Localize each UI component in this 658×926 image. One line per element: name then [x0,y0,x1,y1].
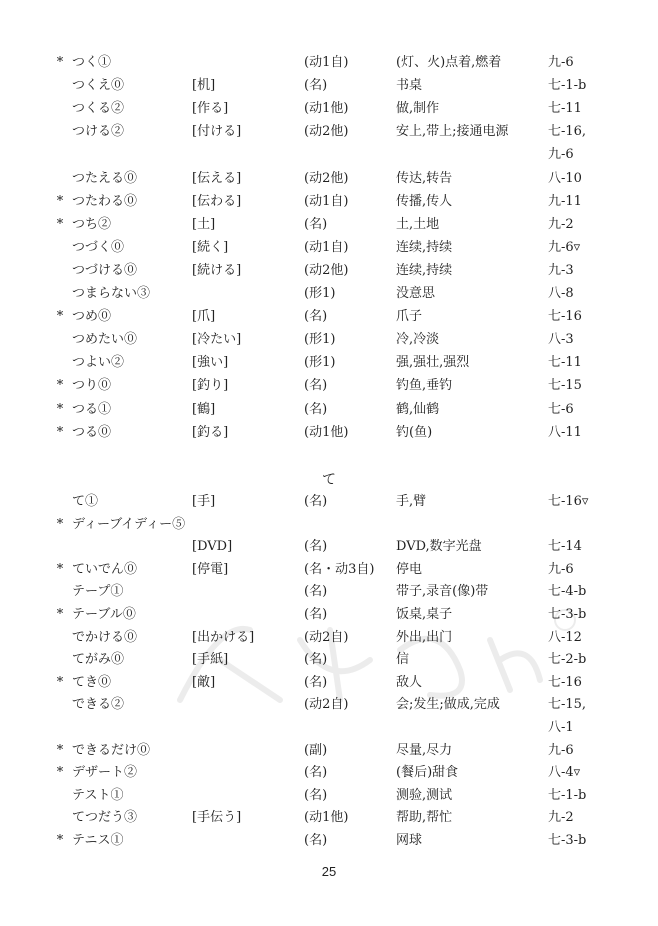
entry-part-of-speech: (动1他) [304,424,349,440]
entry-lesson-ref: 七-15, [548,697,587,713]
entry-part-of-speech: (动2自) [304,629,349,645]
entry-lesson-ref: 七-16, [548,124,587,140]
entry-kanji: [釣る] [192,424,229,440]
entry-kanji: [作る] [192,101,229,117]
entry-star-marker: * [56,833,64,848]
entry-lesson-ref: 九-6▿ [548,239,581,255]
entry-kanji: [停電] [192,561,229,577]
entry-star-marker: * [56,193,64,209]
entry-row [0,830,658,852]
entry-kanji: [机] [192,78,216,94]
entry-word: でかける⓪ [72,629,138,645]
entry-row [0,52,658,74]
entry-part-of-speech: (名) [304,652,328,668]
entry-word: できるだけ⓪ [72,742,151,758]
entry-word: テニス① [72,833,124,848]
entry-meaning: 传达,转告 [396,170,453,186]
entry-meaning: 停电 [396,561,423,577]
entry-part-of-speech: (动2他) [304,262,349,278]
entry-word: てがみ⓪ [72,652,125,668]
entry-meaning: 冷,冷淡 [396,332,440,348]
entry-row [0,191,658,213]
entry-row [0,98,658,120]
entry-part-of-speech: (名) [304,674,328,690]
entry-star-marker: * [56,561,64,577]
entry-lesson-ref: 七-16 [548,674,582,690]
entry-row [0,168,658,190]
entry-row [0,399,658,421]
entry-meaning: 饭桌,桌子 [396,607,453,622]
entry-part-of-speech: (名) [304,765,328,781]
entry-lesson-ref: 七-6 [548,401,574,417]
entry-word: つたえる⓪ [72,170,138,186]
entry-part-of-speech: (动1他) [304,810,349,826]
entry-part-of-speech: (名) [304,833,328,848]
entry-part-of-speech: (名) [304,584,328,600]
entry-row [0,75,658,97]
entry-word: つる① [72,401,112,417]
entry-word: つめたい⓪ [72,332,138,348]
entry-meaning: 手,臂 [396,494,427,509]
entry-part-of-speech: (动1他) [304,101,349,117]
entry-word: つくえ⓪ [72,78,125,94]
entry-lesson-ref: 八-12 [548,629,582,645]
entry-meaning: 钓(鱼) [396,424,433,440]
entry-star-marker: * [56,607,64,622]
entry-kanji: [手伝う] [192,810,242,826]
entry-meaning: 鹤,仙鹤 [396,401,440,417]
entry-star-marker: * [56,401,64,417]
entry-part-of-speech: (名) [304,787,328,803]
entry-lesson-ref: 九-6 [548,147,574,163]
entry-star-marker: * [56,216,64,232]
entry-row [0,422,658,444]
entry-lesson-ref: 七-11 [548,355,582,371]
entry-kanji: [DVD] [192,539,233,555]
entry-part-of-speech: (动2他) [304,170,349,186]
entry-meaning: (餐后)甜食 [396,765,459,781]
entry-part-of-speech: (动2他) [304,124,349,140]
entry-kanji: [付ける] [192,124,242,140]
entry-row [0,237,658,259]
entry-row [0,604,658,626]
entry-row [0,762,658,784]
entry-word: つよい② [72,355,125,371]
entry-meaning: 做,制作 [396,101,440,117]
entry-row [0,144,658,166]
entry-word: つたわる⓪ [72,193,138,209]
entry-lesson-ref: 七-14 [548,539,582,555]
entry-word: つまらない③ [72,286,151,301]
entry-lesson-ref: 九-2 [548,216,574,232]
entry-lesson-ref: 七-3-b [548,833,587,848]
entry-kanji: [続く] [192,239,229,255]
entry-meaning: 带子,录音(像)带 [396,584,489,600]
entry-row [0,740,658,762]
entry-word: つける② [72,124,125,140]
entry-lesson-ref: 七-16 [548,309,582,325]
entry-lesson-ref: 九-6 [548,742,574,758]
entry-word: テスト① [72,787,124,803]
entry-row [0,807,658,829]
page-number: 25 [321,864,337,879]
entry-meaning: 尽量,尽力 [396,742,453,758]
entry-row [0,329,658,351]
entry-kanji: [敵] [192,674,216,690]
entry-row [0,260,658,282]
entry-word: つづく⓪ [72,239,125,255]
entry-kanji: [手紙] [192,652,229,668]
entry-row [0,717,658,739]
entry-meaning: 钓鱼,垂钓 [396,378,453,394]
entry-kanji: [出かける] [192,629,255,645]
entry-meaning: 强,强壮,强烈 [396,355,470,371]
entry-part-of-speech: (名) [304,494,328,509]
entry-meaning: 安上,带上;接通电源 [396,124,509,140]
entry-part-of-speech: (名) [304,216,328,232]
entry-meaning: 没意思 [396,286,436,301]
entry-star-marker: * [56,55,64,70]
entry-lesson-ref: 七-16▿ [548,494,589,509]
entry-row [0,283,658,305]
entry-word: テーブル⓪ [72,607,136,622]
entry-part-of-speech: (名) [304,78,328,94]
entry-word: つづける⓪ [72,262,138,278]
entry-word: テープ① [72,584,124,600]
entry-row [0,694,658,716]
entry-lesson-ref: 八-11 [548,424,582,440]
entry-meaning: (灯、火)点着,燃着 [396,55,502,70]
entry-lesson-ref: 七-1-b [548,78,587,94]
entry-meaning: 测验,测试 [396,787,453,803]
entry-meaning: 帮助,帮忙 [396,810,453,826]
entry-part-of-speech: (名) [304,607,328,622]
entry-row [0,627,658,649]
entry-kanji: [爪] [192,309,216,325]
entry-kanji: [土] [192,216,216,232]
entry-word: てき⓪ [72,674,112,690]
entry-word: つり⓪ [72,378,112,394]
entry-lesson-ref: 九-3 [548,262,574,278]
entry-row [0,649,658,671]
entry-row [0,536,658,558]
entry-part-of-speech: (形1) [304,355,336,371]
entry-part-of-speech: (副) [304,742,328,758]
entry-part-of-speech: (名) [304,309,328,325]
entry-kanji: [強い] [192,355,229,371]
entry-star-marker: * [56,765,64,781]
entry-word: デザート② [72,765,138,781]
entry-part-of-speech: (形1) [304,332,336,348]
entry-part-of-speech: (动2自) [304,697,349,713]
entry-kanji: [冷たい] [192,332,242,348]
entry-star-marker: * [56,424,64,440]
entry-star-marker: * [56,742,64,758]
entry-meaning: 信 [396,652,410,668]
entry-meaning: 爪子 [396,309,423,325]
entry-lesson-ref: 八-4▿ [548,765,581,781]
entry-kanji: [伝わる] [192,193,242,209]
entry-row [0,491,658,513]
entry-part-of-speech: (名・动3自) [304,561,375,577]
entry-lesson-ref: 七-3-b [548,607,587,622]
entry-row [0,581,658,603]
entry-word: つち② [72,216,112,232]
entry-star-marker: * [56,378,64,394]
entry-word: できる② [72,697,125,713]
entry-row [0,352,658,374]
entry-meaning: 土,土地 [396,216,440,232]
entry-part-of-speech: (名) [304,378,328,394]
entry-lesson-ref: 八-1 [548,720,574,735]
entry-word: て① [72,494,99,509]
entry-part-of-speech: (动1自) [304,193,349,209]
entry-lesson-ref: 九-6 [548,561,574,577]
entry-lesson-ref: 八-3 [548,332,574,348]
entry-row [0,559,658,581]
entry-star-marker: * [56,516,64,532]
entry-star-marker: * [56,674,64,690]
entry-meaning: 连续,持续 [396,262,453,278]
entry-meaning: 传播,传人 [396,193,453,209]
entry-word: つる⓪ [72,424,112,440]
entry-part-of-speech: (名) [304,539,328,555]
entry-meaning: 网球 [396,833,423,848]
entry-lesson-ref: 七-2-b [548,652,587,668]
entry-row [0,672,658,694]
entry-row [0,306,658,328]
entry-part-of-speech: (动1自) [304,239,349,255]
entry-meaning: 连续,持续 [396,239,453,255]
entry-meaning: 会;发生;做成,完成 [396,697,500,713]
entry-lesson-ref: 七-4-b [548,584,587,600]
entry-kanji: [手] [192,494,216,509]
entry-lesson-ref: 七-15 [548,378,582,394]
entry-row [0,121,658,143]
entry-meaning: 外出,出门 [396,629,453,645]
entry-word: ていでん⓪ [72,561,138,577]
entry-lesson-ref: 八-8 [548,286,574,301]
entry-word: つめ⓪ [72,309,112,325]
entry-lesson-ref: 九-11 [548,193,582,209]
entry-part-of-speech: (形1) [304,286,336,301]
entry-row [0,785,658,807]
entry-part-of-speech: (动1自) [304,55,349,70]
entry-word: つく① [72,55,112,70]
section-heading: て [322,472,336,488]
entry-row [0,514,658,536]
entry-word: つくる② [72,101,125,117]
entry-kanji: [釣り] [192,378,229,394]
entry-star-marker: * [56,309,64,325]
entry-meaning: 敌人 [396,674,423,690]
entry-lesson-ref: 九-6 [548,55,574,70]
entry-kanji: [続ける] [192,262,242,278]
entry-lesson-ref: 七-1-b [548,787,587,803]
entry-row [0,375,658,397]
entry-meaning: DVD,数字光盘 [396,539,482,555]
entry-meaning: 书桌 [396,78,423,94]
entry-word: ディーブイディー⑤ [72,516,186,532]
entry-lesson-ref: 八-10 [548,170,582,186]
entry-row [0,214,658,236]
entry-lesson-ref: 九-2 [548,810,574,826]
entry-kanji: [鶴] [192,401,216,417]
entry-kanji: [伝える] [192,170,242,186]
entry-lesson-ref: 七-11 [548,101,582,117]
entry-part-of-speech: (名) [304,401,328,417]
entry-word: てつだう③ [72,810,138,826]
